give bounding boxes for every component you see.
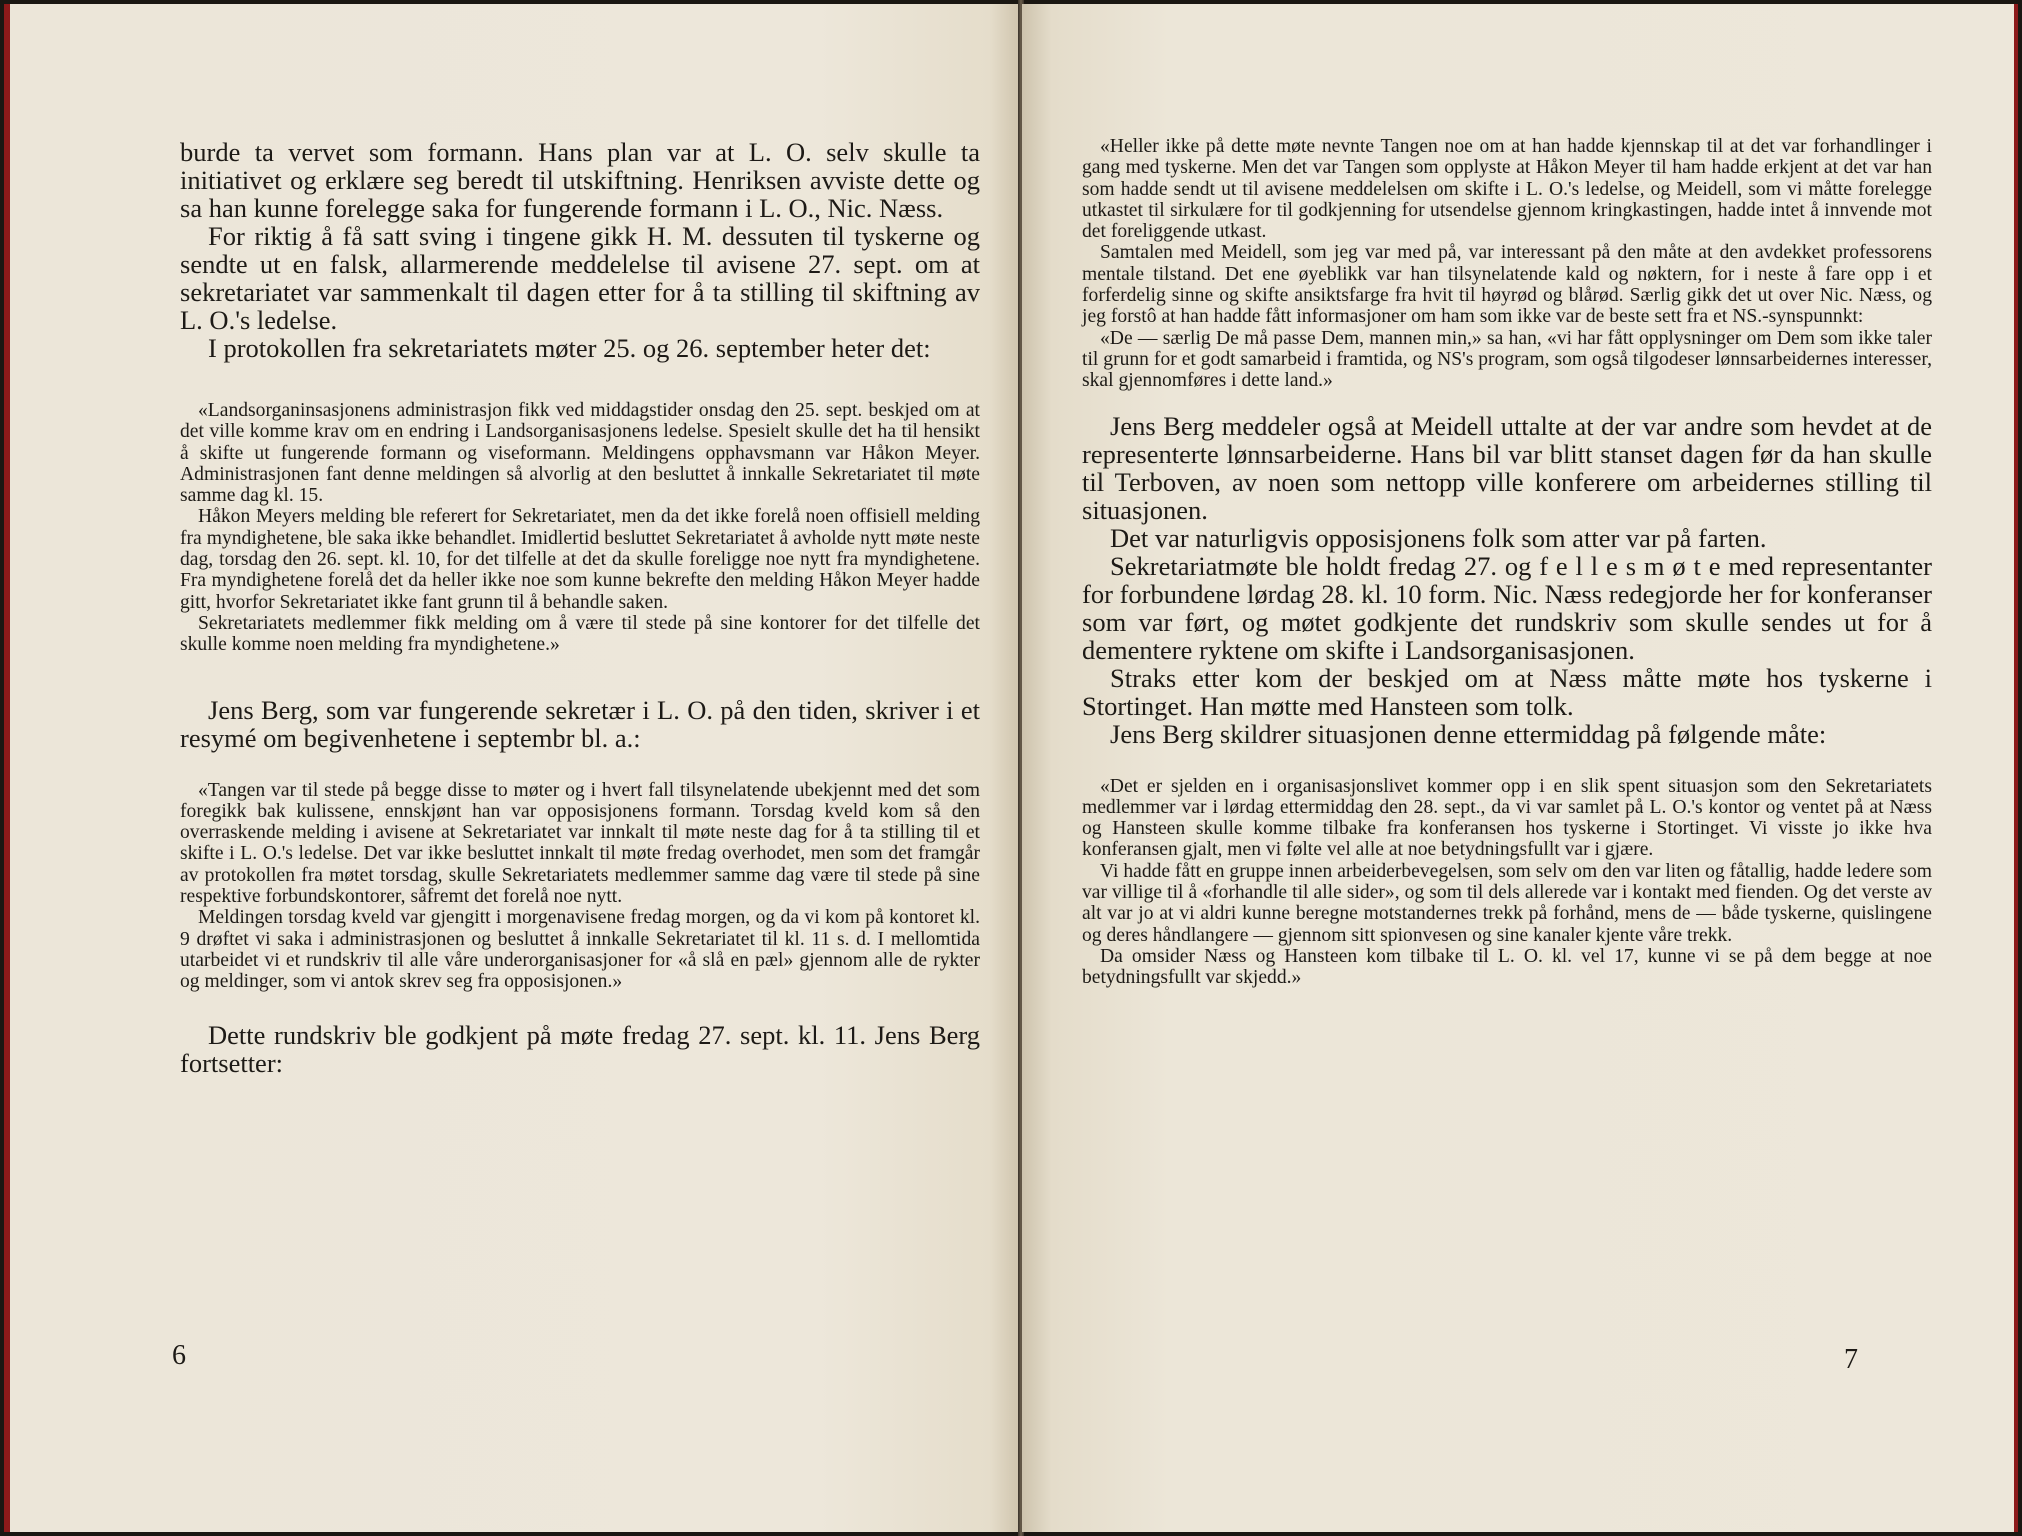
quote-paragraph: Da omsider Næss og Hansteen kom tilbake til L. O. kl. vel 17, kunne vi se på dem begge at noe betydningsfullt var skjedd.»: [1082, 945, 1932, 989]
body-paragraph: Det var naturligvis opposisjonens folk som atter var på farten.: [1110, 522, 1767, 553]
quote-paragraph: «Det er sjelden en i organisasjonslivet kommer opp i en slik spent situasjon som den Sekretariatets medlemmer var i lørdag ettermiddag den 28. sept., da vi var samlet på L. O.'s kontor og ventet på at Næss og Hansteen skulle komme tilbake fra konferansen hos tyskerne i Stortinget. Vi visste jo ikke hva konferansen gjalt, men vi følte vel alle at noe betydningsfullt var i gjære.: [1082, 775, 1932, 861]
quote-paragraph: Samtalen med Meidell, som jeg var med på, var interessant på den måte at den avdekket professorens mentale tilstand. Det ene øyeblikk var han tilsynelatende kald og nøktern, for i neste å fare opp i et forferdelig sinne og skifte ansiktsfarge fra hvit til høyrød og blårød. Særlig gikk det ut over Nic. Næss, og jeg forstô at han hadde fått informasjoner om ham som ikke var de beste sett fra et NS.-synspunnkt:: [1082, 242, 1932, 328]
quote-paragraph: «Landsorganinsasjonens administrasjon fikk ved middagstider onsdag den 25. sept. beskjed om at det ville komme krav om en endring i Landsorganisasjonens ledelse. Spesielt skulle det ha til hensikt å skifte ut fungerende formann og viseformann. Meldingens opphavsmann var Håkon Meyer. Administrasjonen fant denne meldingen så alvorlig at den besluttet å innkalle Sekretariatet til møte samme dag kl. 15.: [180, 400, 980, 507]
quote-paragraph: «Tangen var til stede på begge disse to møter og i hvert fall tilsynelatende ubekjennt med det som foregikk bak kulissene, ennskjønt han var opposisjonens formann. Torsdag kveld kom så den overraskende melding i avisene at Sekretariatet var innkalt til møte neste dag for å ta stilling til et skifte i L. O.'s ledelse. Det var ikke besluttet innkalt til møte fredag overhodet, men som det framgår av protokollen fra møtet torsdag, skulle Sekretariatets medlemmer samme dag være til stede på sine respektive forbundskontorer, såfremt det forelå noe nytt.: [180, 779, 980, 908]
body-paragraph: Jens Berg, som var fungerende sekretær i L. O. på den tiden, skriver i et resymé om begivenhetene i septembr bl. a.:: [180, 694, 980, 753]
left-page: [4, 4, 1020, 1532]
quote-paragraph: «De — særlig De må passe Dem, mannen min,» sa han, «vi har fått opplysninger om Dem som ikke taler til grunn for et godt samarbeid i framtida, og NS's program, som også tilgodeser lønnsarbeidernes interesser, skal gjennomføres i dette land.»: [1082, 327, 1932, 392]
page-number: 6: [172, 1340, 186, 1371]
body-paragraph: Sekretariatmøte ble holdt fredag 27. og f e l l e s m ø t e med representanter for forbundene lørdag 28. kl. 10 form. Nic. Næss redegjorde her for konferanser som var ført, og møtet godkjente det rundskriv som skulle sendes ut for å dementere ryktene om skifte i Landsorganisasjonen.: [1082, 550, 1932, 665]
body-paragraph: Straks etter kom der beskjed om at Næss måtte møte hos tyskerne i Stortinget. Han møtte med Hansteen som tolk.: [1082, 662, 1932, 721]
body-paragraph: burde ta vervet som formann. Hans plan var at L. O. selv skulle ta initiativet og erklære seg beredt til utskiftning. Henriksen avviste dette og sa han kunne forelegge saka for fungerende formann i L. O., Nic. Næss.: [180, 137, 980, 223]
body-paragraph: I protokollen fra sekretariatets møter 25. og 26. september heter det:: [208, 333, 931, 363]
quote-paragraph: Håkon Meyers melding ble referert for Sekretariatet, men da det ikke forelå noen offisiell melding fra myndighetene, ble saka ikke behandlet. Imidlertid besluttet Sekretariatet å avholde nytt møte neste dag, torsdag den 26. sept. kl. 10, for det tilfelle at det da skulle foreligge noe nytt fra myndighetene. Fra myndighetene forelå det da heller ikke noe som kunne bekrefte den melding Håkon Meyer hadde gitt, hvorfor Sekretariatet ikke fant grunn til å behandle saken.: [180, 506, 980, 613]
body-paragraph: Jens Berg meddeler også at Meidell uttalte at der var andre som hevdet at de representerte lønnsarbeiderne. Hans bil var blitt stanset dagen før da han skulle til Terboven, av noen som nettopp ville konferere om arbeidernes stilling til situasjonen.: [1082, 410, 1932, 525]
quote-paragraph: Meldingen torsdag kveld var gjengitt i morgenavisene fredag morgen, og da vi kom på kontoret kl. 9 drøftet vi saka i administrasjonen og besluttet å innkalle Sekretariatet til kl. 11 s. d. I mellomtida utarbeidet vi et rundskriv til alle våre underorganisasjoner for «å slå en pæl» gjennom alle de rykter og meldinger, som vi antok skrev seg fra opposisjonen.»: [180, 907, 980, 993]
body-paragraph: Jens Berg skildrer situasjonen denne ettermiddag på følgende måte:: [1110, 718, 1827, 749]
right-text-column: [1082, 136, 1932, 989]
page-number: 7: [1844, 1344, 1858, 1375]
left-text-column: [180, 138, 980, 1077]
quote-paragraph: Sekretariatets medlemmer fikk melding om å være til stede på sine kontorer for det tilfelle det skulle komme noen melding fra myndighetene.»: [180, 612, 980, 656]
right-page: [1022, 4, 2018, 1532]
quote-paragraph: «Heller ikke på dette møte nevnte Tangen noe om at han hadde kjennskap til at det var forhandlinger i gang med tyskerne. Men det var Tangen som opplyste at Håkon Meyer til ham hadde erkjent at det var han som hadde sendt ut til avisene meddelelsen om skifte i L. O.'s ledelse, og Meidell, som vi måtte forelegge utkastet til sirkulære for til godkjenning for utsendelse gjennom kringkastingen, hadde intet å innvende mot det foreliggende utkast.: [1082, 136, 1932, 243]
quote-paragraph: Vi hadde fått en gruppe innen arbeiderbevegelsen, som selv om den var liten og fåtallig, hadde ledere som var villige til å «forhandle til alle sider», og som til dels allerede var i kontakt med fienden. Og det verste av alt var jo at vi aldri kunne beregne motstandernes trekk på forhånd, mens de — både tyskerne, quislingene og deres håndlangere — gjennom sitt spionvesen og sine kanaler kjente våre trekk.: [1082, 860, 1932, 946]
body-paragraph: Dette rundskriv ble godkjent på møte fredag 27. sept. kl. 11. Jens Berg fortsetter:: [180, 1019, 980, 1078]
body-paragraph: For riktig å få satt sving i tingene gikk H. M. dessuten til tyskerne og sendte ut en falsk, allarmerende meddelelse til avisene 27. sept. om at sekretariatet var sammenkalt til dagen etter for å ta stilling til skiftning av L. O.'s ledelse.: [180, 221, 980, 335]
